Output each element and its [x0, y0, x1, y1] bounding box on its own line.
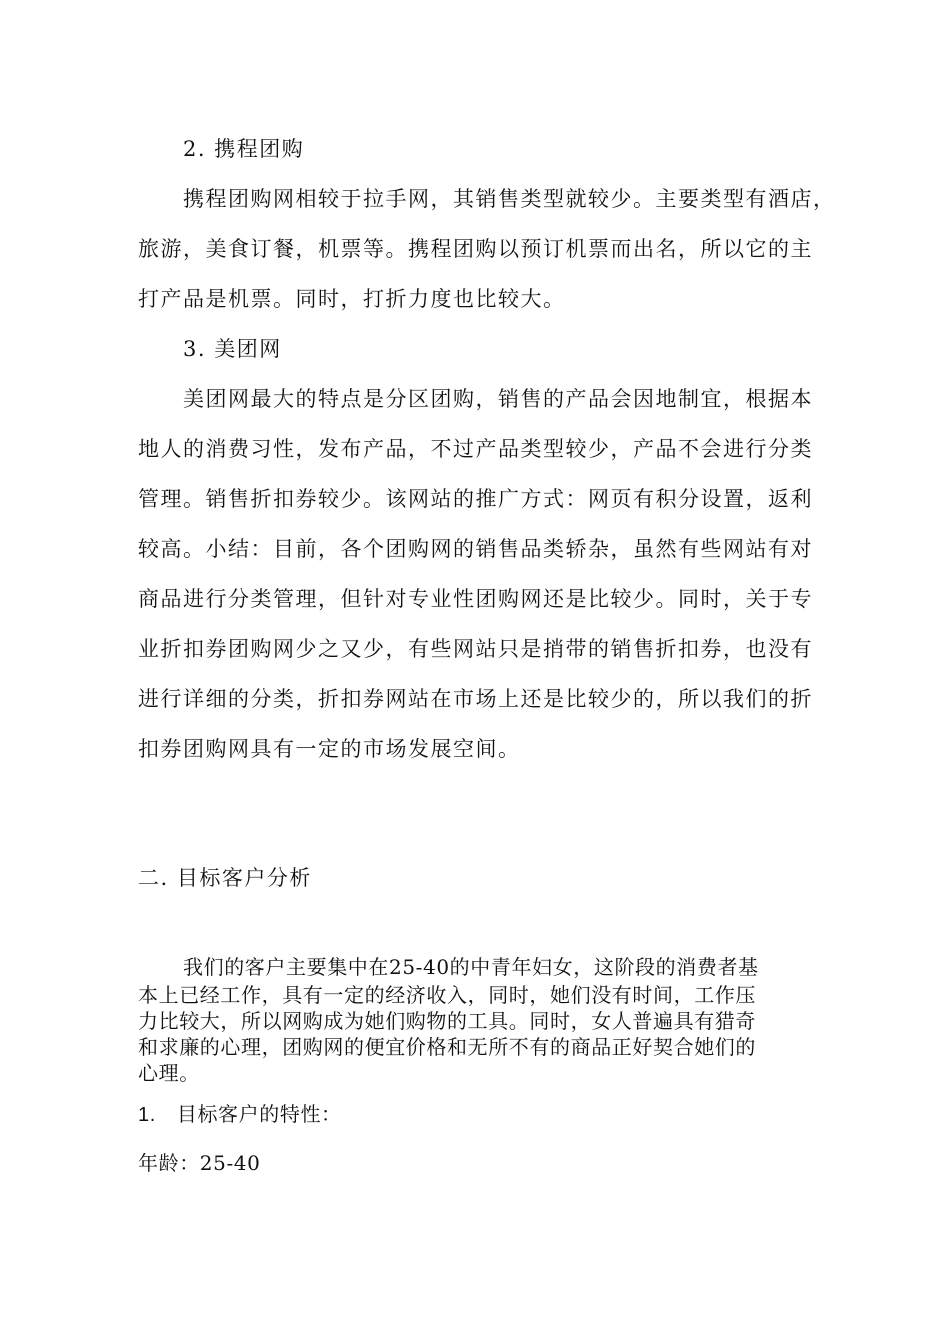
paragraph-line: 地人的消费习性，发布产品，不过产品类型较少，产品不会进行分类: [138, 437, 813, 461]
paragraph-line: 和求廉的心理，团购网的便宜价格和无所不有的商品正好契合她们的: [138, 1035, 756, 1059]
section-heading-ctrip: 2. 携程团购: [183, 137, 305, 161]
paragraph-line: 我们的客户主要集中在25-40的中青年妇女，这阶段的消费者基: [183, 955, 759, 979]
age-line: 年龄：25-40: [138, 1151, 261, 1175]
paragraph-line: 旅游，美食订餐，机票等。携程团购以预订机票而出名，所以它的主: [138, 237, 813, 261]
paragraph-line: 美团网最大的特点是分区团购，销售的产品会因地制宜，根据本: [183, 387, 813, 411]
paragraph-line: 本上已经工作，具有一定的经济收入，同时，她们没有时间，工作压: [138, 983, 756, 1007]
list-item: [138, 1098, 342, 1127]
paragraph-line: 扣券团购网具有一定的市场发展空间。: [138, 737, 521, 761]
paragraph-line: 打产品是机票。同时，打折力度也比较大。: [138, 287, 566, 311]
paragraph-line: 心理。: [138, 1061, 200, 1085]
paragraph-line: 商品进行分类管理，但针对专业性团购网还是比较少。同时，关于专: [138, 587, 813, 611]
section-heading-meituan: 3. 美团网: [183, 337, 282, 361]
list-item-text: 目标客户的特性：: [176, 1102, 342, 1126]
paragraph-line: 力比较大，所以网购成为她们购物的工具。同时，女人普遍具有猎奇: [138, 1009, 756, 1033]
paragraph-line: 携程团购网相较于拉手网，其销售类型就较少。主要类型有酒店，: [183, 187, 836, 211]
paragraph-line: 进行详细的分类，折扣券网站在市场上还是比较少的，所以我们的折: [138, 687, 813, 711]
paragraph-line: 管理。销售折扣券较少。该网站的推广方式：网页有积分设置，返利: [138, 487, 813, 511]
section-heading-target-customers: 二. 目标客户分析: [138, 866, 312, 890]
list-number: 1.: [138, 1104, 156, 1126]
paragraph-line: 较高。小结：目前，各个团购网的销售品类轿杂，虽然有些网站有对: [138, 537, 813, 561]
paragraph-line: 业折扣券团购网少之又少，有些网站只是捎带的销售折扣券，也没有: [138, 637, 813, 661]
